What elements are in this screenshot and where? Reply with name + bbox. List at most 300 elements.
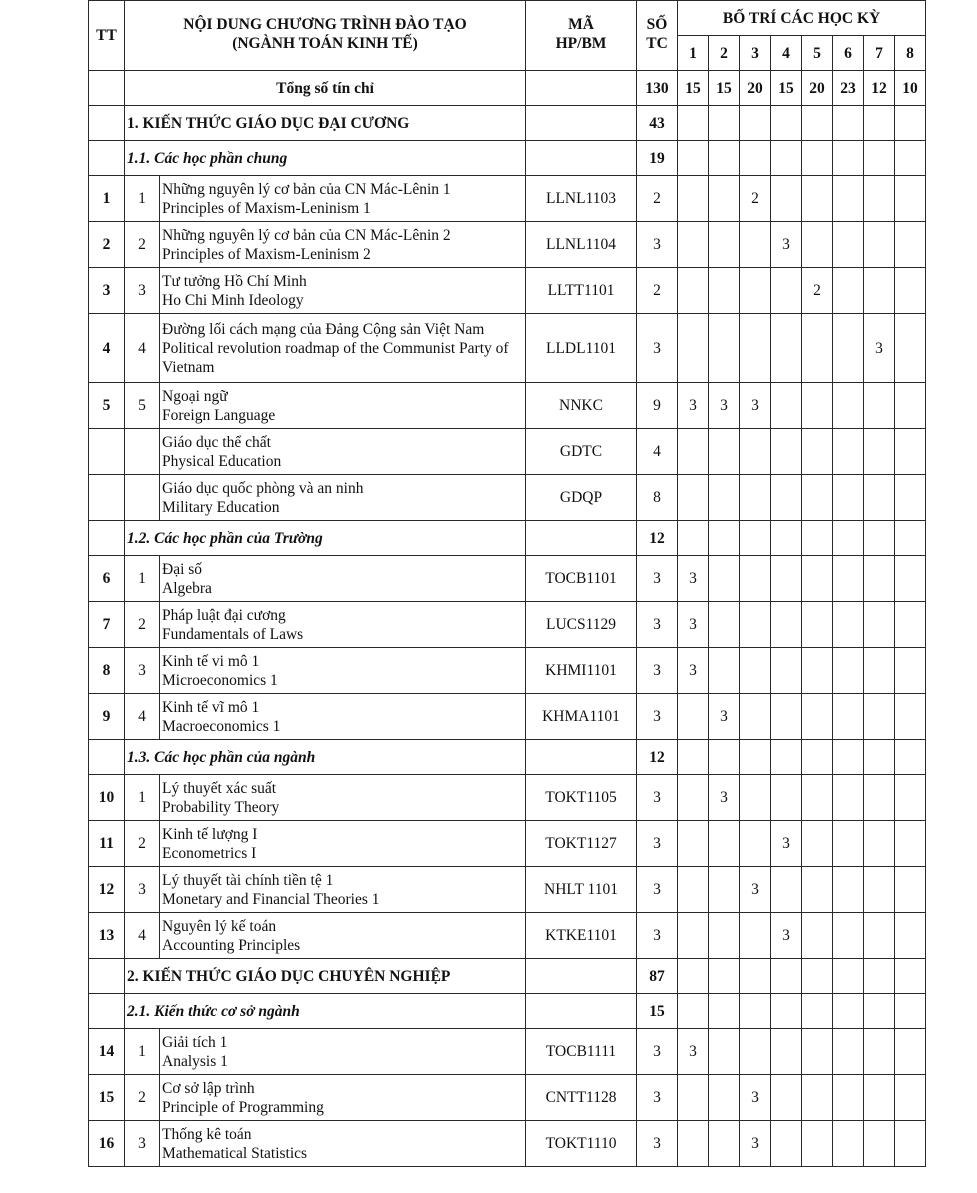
header-row [89,1,926,36]
course-semester-5 [802,314,833,383]
course-credits: 3 [637,694,678,740]
course-sub-index: 1 [125,1029,160,1075]
course-name-en: Probability Theory [162,798,280,816]
course-semester-5 [802,1029,833,1075]
section-row [89,106,926,141]
course-code: GDQP [526,475,637,521]
course-semester-4 [771,556,802,602]
subsection-label: 1.1. Các học phần chung [125,141,526,176]
subsection-semester-cell [833,740,864,775]
course-semester-8 [895,648,926,694]
course-semester-3 [740,268,771,314]
course-semester-8 [895,314,926,383]
course-semester-5 [802,694,833,740]
course-index: 3 [89,268,125,314]
course-name-vi: Cơ sở lập trình [162,1079,255,1097]
course-semester-2 [709,1121,740,1167]
course-index [89,475,125,521]
course-semester-4 [771,648,802,694]
course-name [160,821,526,867]
course-name-en: Analysis 1 [162,1052,228,1070]
semester-header-7: 7 [864,36,895,71]
course-semester-5 [802,222,833,268]
course-name-vi: Ngoại ngữ [162,387,228,405]
total-credits: 130 [637,71,678,106]
course-code: LLDL1101 [526,314,637,383]
course-semester-2 [709,821,740,867]
course-credits: 8 [637,475,678,521]
subsection-semester-cell [802,141,833,176]
course-name-vi: Lý thuyết xác suất [162,779,277,797]
course-semester-3 [740,648,771,694]
course-name-en: Physical Education [162,452,282,470]
course-semester-1 [678,268,709,314]
section-semester-cell [678,959,709,994]
course-row [89,1075,926,1121]
course-semester-6 [833,867,864,913]
course-semester-5 [802,429,833,475]
course-semester-7 [864,429,895,475]
course-credits: 3 [637,222,678,268]
course-semester-4 [771,602,802,648]
course-code: LUCS1129 [526,602,637,648]
semester-header-3: 3 [740,36,771,71]
course-name [160,429,526,475]
course-credits: 2 [637,176,678,222]
course-semester-8 [895,268,926,314]
course-code: LLNL1103 [526,176,637,222]
course-semester-6 [833,429,864,475]
course-semester-3: 2 [740,176,771,222]
course-semester-6 [833,383,864,429]
course-name [160,694,526,740]
course-semester-1 [678,1075,709,1121]
course-index: 8 [89,648,125,694]
course-credits: 3 [637,913,678,959]
course-semester-4 [771,268,802,314]
course-credits: 3 [637,867,678,913]
total-tt-cell [89,71,125,106]
course-semester-2 [709,1075,740,1121]
course-row [89,475,926,521]
course-name [160,1029,526,1075]
course-index: 15 [89,1075,125,1121]
course-row [89,648,926,694]
subsection-semester-cell [864,994,895,1029]
course-semester-4 [771,475,802,521]
course-name [160,867,526,913]
course-semester-4: 3 [771,222,802,268]
course-semester-7 [864,1029,895,1075]
subsection-semester-cell [771,994,802,1029]
course-semester-3: 3 [740,383,771,429]
subsection-semester-cell [864,141,895,176]
course-semester-6 [833,222,864,268]
section-row [89,959,926,994]
course-semester-7 [864,913,895,959]
course-semester-1: 3 [678,1029,709,1075]
course-name-vi: Pháp luật đại cương [162,606,286,624]
course-name-vi: Kinh tế lượng I [162,825,258,843]
course-sub-index: 4 [125,913,160,959]
subsection-semester-cell [740,521,771,556]
course-semester-5 [802,556,833,602]
subsection-tt-cell [89,521,125,556]
course-semester-8 [895,775,926,821]
course-semester-2 [709,475,740,521]
course-semester-7 [864,222,895,268]
subsection-credits: 15 [637,994,678,1029]
course-code: CNTT1128 [526,1075,637,1121]
course-semester-2 [709,314,740,383]
course-semester-4 [771,383,802,429]
course-semester-3 [740,694,771,740]
course-semester-6 [833,775,864,821]
header-code-line2: HP/BM [555,35,607,52]
course-semester-7 [864,1121,895,1167]
course-semester-5 [802,383,833,429]
course-code: TOKT1110 [526,1121,637,1167]
course-name-vi: Giáo dục thể chất [162,433,271,451]
course-semester-4 [771,1121,802,1167]
course-semester-6 [833,1121,864,1167]
course-semester-5 [802,176,833,222]
course-semester-7 [864,775,895,821]
course-index [89,429,125,475]
subsection-semester-cell [740,740,771,775]
total-semester-2: 15 [709,71,740,106]
course-sub-index: 3 [125,268,160,314]
subsection-code-cell [526,994,637,1029]
course-credits: 3 [637,821,678,867]
course-sub-index: 1 [125,176,160,222]
section-semester-cell [864,959,895,994]
course-semester-3 [740,314,771,383]
subsection-semester-cell [709,521,740,556]
course-name [160,556,526,602]
course-sub-index: 3 [125,867,160,913]
course-semester-4: 3 [771,821,802,867]
section-semester-cell [709,106,740,141]
course-semester-5 [802,775,833,821]
course-semester-5 [802,821,833,867]
course-semester-5 [802,1121,833,1167]
course-semester-6 [833,1029,864,1075]
course-sub-index: 2 [125,821,160,867]
course-semester-2 [709,913,740,959]
course-semester-3 [740,429,771,475]
course-row [89,429,926,475]
subsection-row [89,521,926,556]
course-code: TOKT1105 [526,775,637,821]
course-index: 13 [89,913,125,959]
course-semester-2 [709,1029,740,1075]
course-semester-1 [678,222,709,268]
course-sub-index: 4 [125,314,160,383]
course-name [160,268,526,314]
course-semester-6 [833,913,864,959]
subsection-semester-cell [833,521,864,556]
course-sub-index: 1 [125,775,160,821]
course-semester-6 [833,694,864,740]
course-semester-4 [771,775,802,821]
course-code: LLNL1104 [526,222,637,268]
header-program-content [125,1,526,71]
subsection-semester-cell [740,994,771,1029]
course-semester-5: 2 [802,268,833,314]
course-semester-5 [802,648,833,694]
section-credits: 43 [637,106,678,141]
course-sub-index [125,475,160,521]
total-semester-1: 15 [678,71,709,106]
course-code: TOCB1111 [526,1029,637,1075]
total-semester-8: 10 [895,71,926,106]
course-code: NHLT 1101 [526,867,637,913]
course-semester-8 [895,383,926,429]
course-semester-1 [678,775,709,821]
course-semester-2 [709,648,740,694]
course-name-vi: Những nguyên lý cơ bản của CN Mác-Lênin 1 [162,180,451,198]
course-semester-1: 3 [678,602,709,648]
course-name-vi: Giáo dục quốc phòng và an ninh [162,479,364,497]
section-semester-cell [678,106,709,141]
course-index: 9 [89,694,125,740]
course-credits: 3 [637,775,678,821]
course-semester-1 [678,1121,709,1167]
subsection-label: 2.1. Kiến thức cơ sở ngành [125,994,526,1029]
semester-header-6: 6 [833,36,864,71]
course-semester-3 [740,475,771,521]
subsection-row [89,994,926,1029]
course-index: 16 [89,1121,125,1167]
course-semester-4 [771,1075,802,1121]
course-semester-3 [740,556,771,602]
course-semester-8 [895,556,926,602]
course-semester-5 [802,602,833,648]
course-code: TOCB1101 [526,556,637,602]
course-semester-2: 3 [709,383,740,429]
subsection-credits: 12 [637,740,678,775]
course-semester-3 [740,913,771,959]
course-semester-2 [709,556,740,602]
course-name-en: Principles of Maxism-Leninism 2 [162,245,371,263]
subsection-semester-cell [833,994,864,1029]
course-row [89,176,926,222]
section-semester-cell [895,959,926,994]
course-index: 14 [89,1029,125,1075]
course-name-vi: Nguyên lý kế toán [162,917,277,935]
course-credits: 3 [637,602,678,648]
total-semester-6: 23 [833,71,864,106]
course-semester-1 [678,475,709,521]
course-credits: 3 [637,1075,678,1121]
course-semester-5 [802,1075,833,1121]
course-semester-3 [740,1029,771,1075]
course-code: KHMA1101 [526,694,637,740]
course-semester-4 [771,867,802,913]
subsection-semester-cell [864,521,895,556]
course-semester-6 [833,475,864,521]
course-semester-5 [802,867,833,913]
course-row [89,913,926,959]
course-sub-index: 4 [125,694,160,740]
course-index: 6 [89,556,125,602]
course-semester-3 [740,602,771,648]
course-credits: 3 [637,556,678,602]
course-semester-5 [802,475,833,521]
course-row [89,1121,926,1167]
course-index: 12 [89,867,125,913]
subsection-code-cell [526,740,637,775]
course-name [160,383,526,429]
course-name-en: Monetary and Financial Theories 1 [162,890,380,908]
course-sub-index: 2 [125,1075,160,1121]
course-row [89,602,926,648]
course-sub-index: 2 [125,222,160,268]
total-semester-7: 12 [864,71,895,106]
subsection-semester-cell [895,740,926,775]
course-semester-8 [895,602,926,648]
course-semester-8 [895,222,926,268]
course-name-en: Fundamentals of Laws [162,625,304,643]
subsection-label: 1.2. Các học phần của Trường [125,521,526,556]
course-sub-index: 3 [125,648,160,694]
course-semester-2: 3 [709,694,740,740]
course-semester-4 [771,694,802,740]
semester-header-1: 1 [678,36,709,71]
course-row [89,222,926,268]
header-title-line1: NỘI DUNG CHƯƠNG TRÌNH ĐÀO TẠO [183,16,467,33]
section-tt-cell [89,959,125,994]
section-semester-cell [802,959,833,994]
course-name [160,775,526,821]
header-semesters-title: BỐ TRÍ CÁC HỌC KỲ [678,1,926,36]
subsection-credits: 19 [637,141,678,176]
course-semester-7 [864,648,895,694]
subsection-code-cell [526,141,637,176]
course-semester-2 [709,429,740,475]
course-semester-8 [895,1029,926,1075]
course-name-vi: Thống kê toán [162,1125,252,1143]
course-index: 10 [89,775,125,821]
course-index: 11 [89,821,125,867]
curriculum-table [88,0,926,1167]
section-semester-cell [709,959,740,994]
course-name [160,648,526,694]
course-name-vi: Lý thuyết tài chính tiền tệ 1 [162,871,334,889]
course-row [89,1029,926,1075]
course-semester-2 [709,222,740,268]
subsection-semester-cell [678,994,709,1029]
course-row [89,694,926,740]
total-label: Tổng số tín chỉ [125,71,526,106]
course-semester-7 [864,867,895,913]
total-semester-3: 20 [740,71,771,106]
subsection-code-cell [526,521,637,556]
course-code: NNKC [526,383,637,429]
subsection-semester-cell [771,521,802,556]
section-semester-cell [740,106,771,141]
course-semester-8 [895,1075,926,1121]
section-semester-cell [833,106,864,141]
curriculum-body [89,71,926,1167]
course-semester-2: 3 [709,775,740,821]
course-code: LLTT1101 [526,268,637,314]
course-semester-7 [864,1075,895,1121]
course-semester-7 [864,821,895,867]
course-semester-3: 3 [740,867,771,913]
semester-header-2: 2 [709,36,740,71]
course-name-en: Ho Chi Minh Ideology [162,291,304,309]
subsection-semester-cell [709,994,740,1029]
subsection-semester-cell [740,141,771,176]
total-code-cell [526,71,637,106]
course-name [160,1121,526,1167]
subsection-semester-cell [864,740,895,775]
subsection-credits: 12 [637,521,678,556]
subsection-semester-cell [802,521,833,556]
course-semester-4 [771,176,802,222]
course-name-en: Algebra [162,579,212,597]
course-semester-1: 3 [678,648,709,694]
course-semester-2 [709,268,740,314]
section-semester-cell [740,959,771,994]
course-name [160,475,526,521]
course-semester-8 [895,913,926,959]
course-semester-8 [895,821,926,867]
semester-header-4: 4 [771,36,802,71]
course-semester-1 [678,821,709,867]
subsection-semester-cell [709,141,740,176]
course-name-en: Principle of Programming [162,1098,324,1116]
course-semester-8 [895,475,926,521]
section-semester-cell [771,959,802,994]
course-name-en: Accounting Principles [162,936,301,954]
section-code-cell [526,106,637,141]
course-row [89,775,926,821]
course-code: KHMI1101 [526,648,637,694]
course-semester-1 [678,867,709,913]
header-credits-line1: SỐ [646,16,668,33]
course-index: 5 [89,383,125,429]
section-code-cell [526,959,637,994]
course-code: TOKT1127 [526,821,637,867]
course-semester-1: 3 [678,383,709,429]
course-name-en: Mathematical Statistics [162,1144,308,1162]
semester-header-8: 8 [895,36,926,71]
course-semester-1 [678,913,709,959]
course-semester-6 [833,314,864,383]
course-semester-2 [709,867,740,913]
course-semester-8 [895,1121,926,1167]
header-title-line2: (NGÀNH TOÁN KINH TẾ) [232,35,418,52]
course-semester-8 [895,867,926,913]
course-semester-2 [709,602,740,648]
course-name-vi: Kinh tế vi mô 1 [162,652,260,670]
course-semester-4 [771,314,802,383]
course-semester-1 [678,314,709,383]
course-semester-5 [802,913,833,959]
course-name-en: Microeconomics 1 [162,671,278,689]
course-sub-index: 3 [125,1121,160,1167]
subsection-row [89,141,926,176]
course-name [160,602,526,648]
course-name [160,1075,526,1121]
course-semester-8 [895,429,926,475]
course-semester-6 [833,1075,864,1121]
course-name-vi: Đường lối cách mạng của Đảng Cộng sản Việt Nam [162,320,485,338]
course-sub-index [125,429,160,475]
